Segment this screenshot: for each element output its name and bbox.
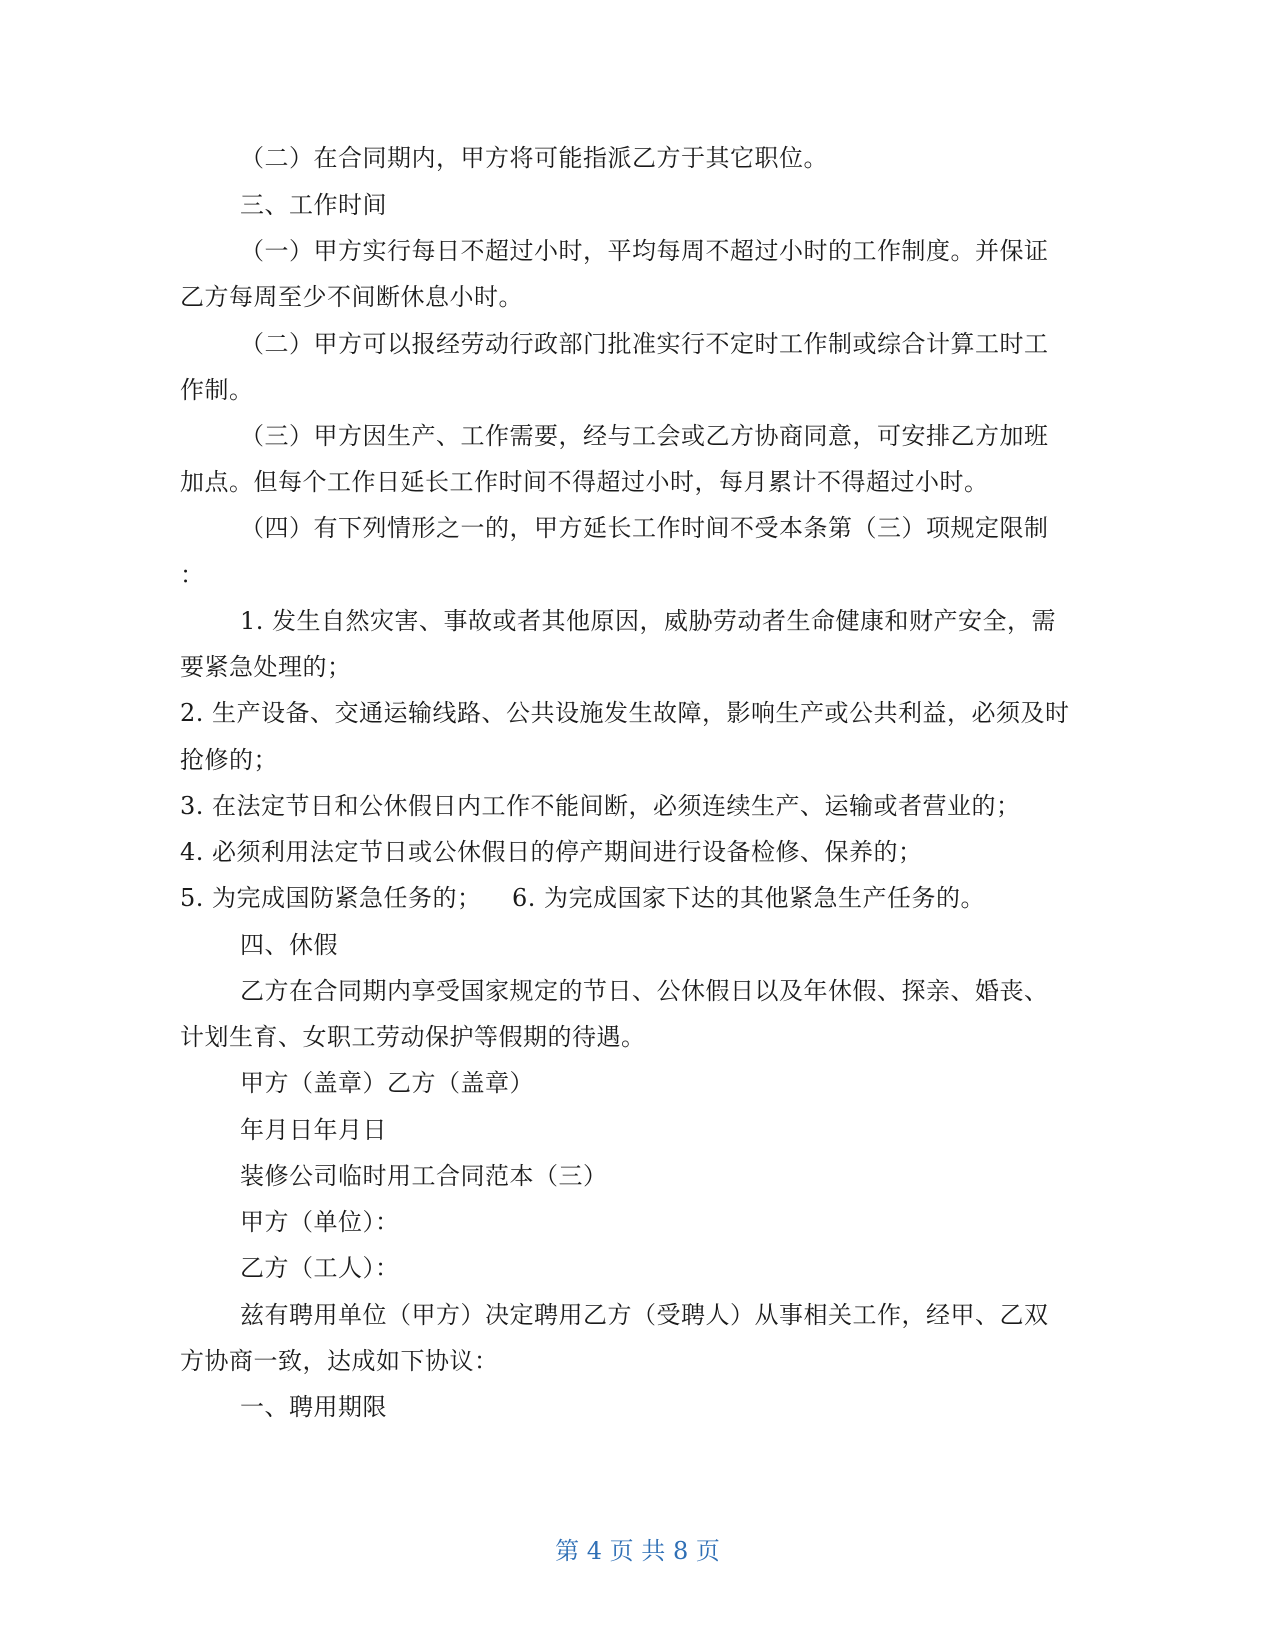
paragraph-line: 作制。 (180, 376, 254, 404)
paragraph-line: 方协商一致，达成如下协议： (180, 1347, 499, 1375)
paragraph-line: ： (180, 561, 205, 589)
paragraph-line: （二）甲方可以报经劳动行政部门批准实行不定时工作制或综合计算工时工 (240, 330, 1049, 358)
contract-title: 装修公司临时用工合同范本（三） (240, 1162, 608, 1190)
list-item: 1. 发生自然灾害、事故或者其他原因，威胁劳动者生命健康和财产安全，需 (240, 607, 1057, 635)
list-item: 4. 必须利用法定节日或公休假日的停产期间进行设备检修、保养的； (180, 838, 923, 866)
paragraph-line: 兹有聘用单位（甲方）决定聘用乙方（受聘人）从事相关工作，经甲、乙双 (240, 1301, 1049, 1329)
paragraph-line: （三）甲方因生产、工作需要，经与工会或乙方协商同意，可安排乙方加班 (240, 422, 1049, 450)
paragraph-line: 计划生育、女职工劳动保护等假期的待遇。 (180, 1023, 646, 1051)
paragraph-line: 加点。但每个工作日延长工作时间不得超过小时，每月累计不得超过小时。 (180, 468, 989, 496)
list-item: 2. 生产设备、交通运输线路、公共设施发生故障，影响生产或公共利益，必须及时 (180, 699, 1070, 727)
page-number-footer: 第 4 页 共 8 页 (555, 1537, 720, 1565)
paragraph-line: （一）甲方实行每日不超过小时，平均每周不超过小时的工作制度。并保证 (240, 237, 1049, 265)
section-heading: 四、休假 (240, 931, 338, 959)
list-item: 抢修的； (180, 746, 278, 774)
list-item: 3. 在法定节日和公休假日内工作不能间断，必须连续生产、运输或者营业的； (180, 792, 1021, 820)
party-a-line: 甲方（单位）： (240, 1208, 400, 1236)
signature-line: 甲方（盖章）乙方（盖章） (240, 1069, 534, 1097)
paragraph-line: 乙方每周至少不间断休息小时。 (180, 283, 523, 311)
party-b-line: 乙方（工人）： (240, 1254, 400, 1282)
list-item: 5. 为完成国防紧急任务的； (180, 884, 482, 912)
date-line: 年月日年月日 (240, 1116, 387, 1144)
section-heading: 三、工作时间 (240, 191, 387, 219)
paragraph-line: （四）有下列情形之一的，甲方延长工作时间不受本条第（三）项规定限制 (240, 514, 1049, 542)
list-item: 要紧急处理的； (180, 653, 352, 681)
section-heading: 一、聘用期限 (240, 1393, 387, 1421)
list-item: 6. 为完成国家下达的其他紧急生产任务的。 (512, 884, 986, 912)
paragraph-line: 乙方在合同期内享受国家规定的节日、公休假日以及年休假、探亲、婚丧、 (240, 977, 1049, 1005)
paragraph-line: （二）在合同期内，甲方将可能指派乙方于其它职位。 (240, 144, 828, 172)
